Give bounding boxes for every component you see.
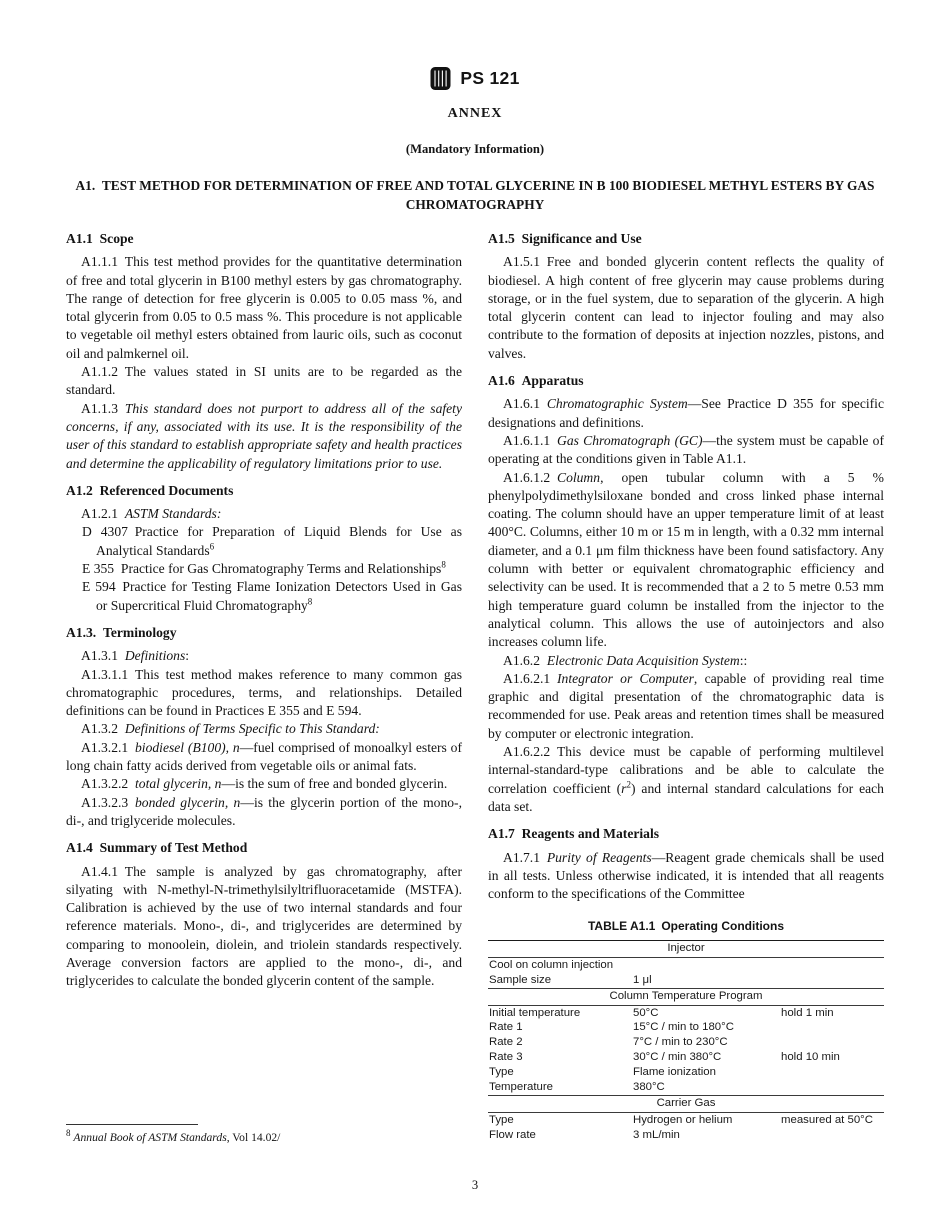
text-run: : xyxy=(185,648,190,664)
text-run: ) and internal standard calculations for each data set. xyxy=(488,780,884,814)
body-paragraph xyxy=(66,400,462,473)
section-heading xyxy=(66,482,462,500)
table-cell: Hydrogen or helium xyxy=(633,1113,733,1126)
table-cell: Flow rate xyxy=(489,1128,536,1141)
text-run: A1.3. Terminology xyxy=(66,624,177,640)
table-section-header: Carrier Gas xyxy=(488,1095,884,1113)
reference-entry xyxy=(66,578,462,615)
doc-code: PS 121 xyxy=(460,68,520,88)
body-paragraph xyxy=(66,720,462,738)
text-run: A1.7.1 xyxy=(503,849,547,865)
operating-conditions-table xyxy=(488,919,884,1143)
doc-header xyxy=(0,66,950,91)
body-paragraph xyxy=(488,395,884,432)
text-run: :: xyxy=(739,652,748,668)
table-cell xyxy=(781,1036,884,1049)
section-heading xyxy=(66,230,462,248)
table-cell: 380°C xyxy=(633,1081,665,1094)
body-paragraph xyxy=(66,505,462,523)
table-cell: Type xyxy=(489,1066,514,1079)
table-cell: hold 1 min xyxy=(781,1006,834,1019)
body-paragraph xyxy=(66,253,462,363)
text-run: A1.6.2.1 xyxy=(503,670,557,686)
mandatory-information-subheading: (Mandatory Information) xyxy=(405,142,545,156)
left-column xyxy=(66,228,462,1143)
text-run: A1.7 Reagents and Materials xyxy=(488,826,660,842)
table-section-header: Injector xyxy=(488,941,884,958)
footnote-text xyxy=(66,1130,462,1145)
text-run: A1.4.1 The sample is analyzed by gas chromatography, after silyating with N-methyl-N-trimethylsilyltrifluoracetamide (MSTFA). Calibration is achieved by the use of two internal standards and four reference materials. Mono-, di-, and triglycerides are determined by comparing to monoolein, diolein, and triolein standards respectively. Average conversion factors are applied to the mono-, di-, and triglycerides to calculate the bonded glycerin content of the sample. xyxy=(66,863,462,989)
body-paragraph xyxy=(488,743,884,816)
table-row xyxy=(488,1113,884,1128)
text-run: Gas Chromatograph (GC) xyxy=(557,432,703,448)
text-run: A1.1.3 xyxy=(81,400,125,416)
right-column xyxy=(488,228,884,1143)
text-run: Integrator or Computer xyxy=(557,670,694,686)
body-paragraph xyxy=(66,666,462,721)
body-paragraph xyxy=(488,469,884,652)
body-paragraph xyxy=(66,647,462,665)
text-run: Definitions of Terms Specific to This Standard: xyxy=(124,721,380,737)
text-run: 8 xyxy=(66,1128,71,1139)
table-cell xyxy=(781,1021,884,1034)
text-run: , open tubular column with a 5 % phenylpolydimethylsiloxane bonded and cross linked phase internal coating. The column should have an upper temperature limit of at least 400°C. Columns, either 10 m or 15 m in length, with a 0.32 mm internal diameter, and a 0.1 μm film thickness have been found satisfactory. Any column with better or equivalent chromatographic efficiency and selectivity can be used. It is recommended that a 2 to 5 metre 0.53 mm high temperature guard column be installed from the injector to the analytical column. This allows the use of autoinjectors and also increases column life. xyxy=(488,469,884,650)
table-cell: Temperature xyxy=(489,1081,553,1094)
annex-heading: ANNEX xyxy=(447,106,503,121)
annex-main-title: A1. TEST METHOD FOR DETERMINATION OF FREE AND TOTAL GLYCERINE IN B 100 BIODIESEL METHYL ESTERS BY GAS CHROMATOGRAPHY xyxy=(75,178,875,212)
text-run: 8 xyxy=(441,559,446,570)
text-run: Annual Book of ASTM Standards xyxy=(73,1131,227,1144)
body-paragraph xyxy=(66,794,462,831)
table-cell xyxy=(633,959,781,972)
text-run: 8 xyxy=(307,596,313,607)
text-run: A1.1.2 The values stated in SI units are to be regarded as the standard. xyxy=(66,364,462,398)
text-run: A1.1 Scope xyxy=(66,231,134,246)
text-run: biodiesel (B100), n xyxy=(135,739,240,755)
table-cell: 15°C / min to 180°C xyxy=(633,1021,734,1034)
table-row xyxy=(488,1006,884,1021)
table-cell: Flame ionization xyxy=(633,1066,716,1079)
text-run: A1.6.2 xyxy=(503,652,547,668)
text-run: ASTM Standards: xyxy=(124,506,222,522)
text-run: A1.3.2.3 xyxy=(81,794,135,810)
table-cell: 3 mL/min xyxy=(633,1128,680,1141)
text-run: , capable of providing real time graphic and digital presentation of the chromatographic data is recommended for use. Peak areas and retention times shall be measured by computer or electronic integration. xyxy=(488,670,884,741)
text-run: A1.6 Apparatus xyxy=(488,373,584,389)
text-run: 6 xyxy=(209,541,215,552)
reference-entry xyxy=(66,560,462,578)
table-section-header: Column Temperature Program xyxy=(488,988,884,1006)
table-cell: measured at 50°C xyxy=(781,1113,873,1126)
table-cell xyxy=(781,959,884,972)
table-row xyxy=(488,1066,884,1081)
text-run: This standard does not purport to address all of the safety concerns, if any, associated with its use. It is the responsibility of the user of this standard to establish appropriate safety and health practices and determine the applicability of regulatory limitations prior to use. xyxy=(66,400,462,471)
section-heading xyxy=(66,624,462,642)
table-cell: Type xyxy=(489,1113,514,1126)
section-heading xyxy=(66,839,462,857)
table-row xyxy=(488,1128,884,1143)
text-run: A1.6.1.1 xyxy=(503,432,557,448)
text-run: A1.4 Summary of Test Method xyxy=(66,840,248,856)
table-row xyxy=(488,958,884,973)
text-run: Column xyxy=(557,469,601,485)
text-run: A1.6.1.2 xyxy=(503,469,557,485)
astm-logo-icon xyxy=(430,66,451,91)
body-paragraph xyxy=(488,652,884,670)
text-run: total glycerin, n xyxy=(135,776,222,792)
table-cell: 50°C xyxy=(633,1006,659,1019)
text-run: —See Practice D 355 for specific designations and definitions. xyxy=(488,396,884,430)
text-run: —fuel comprised of monoalkyl esters of long chain fatty acids derived from vegetable oils or animal fats. xyxy=(66,739,462,774)
body-paragraph xyxy=(66,739,462,776)
text-run: A1.3.2 xyxy=(81,721,125,737)
table-cell: 1 μl xyxy=(633,973,652,986)
text-run: A1.5.1 Free and bonded glycerin content reflects the quality of biodiesel. A high content of free glycerin may cause problems during storage, or in the fuel system, due to separation of the glycerin. A high total glycerin content can lead to injector fouling and may also contribute to the formation of deposits at injection nozzles, pistons, and valves. xyxy=(488,254,884,361)
table-cell: Cool on column injection xyxy=(489,958,614,971)
text-run: —Reagent grade chemicals shall be used in all tests. Unless otherwise indicated, it is intended that all reagents conform to the specifications of the Committee xyxy=(488,849,884,902)
table-cell: Initial temperature xyxy=(489,1006,581,1019)
text-run: A1.2.1 xyxy=(81,506,125,522)
text-run: A1.3.1.1 This test method makes reference to many common gas chromatographic procedures, terms, and relationships. Detailed definitions can be found in Practices E 355 and E 594. xyxy=(66,666,462,719)
text-run: , Vol 14.02/ xyxy=(226,1131,281,1144)
footnote-divider xyxy=(66,1124,198,1125)
text-run: E 594 Practice for Testing Flame Ionization Detectors Used in Gas or Supercritical Fluid Chromatography xyxy=(82,579,462,613)
text-run: Purity of Reagents xyxy=(546,849,652,865)
text-run: bonded glycerin, n xyxy=(135,794,241,810)
text-run: —is the sum of free and bonded glycerin. xyxy=(221,776,448,792)
section-heading xyxy=(488,230,884,248)
table-cell: Rate 2 xyxy=(489,1036,523,1049)
table-cell xyxy=(781,1066,884,1079)
text-run: A1.6.2.2 This device must be capable of performing multilevel internal-standard-type calibrations and be able to calculate the correlation coefficient ( xyxy=(488,744,884,796)
text-run: A1.1.1 This test method provides for the quantitative determination of free and total glycerin in B100 methyl esters by gas chromatography. The range of detection for free glycerin is 0.005 to 0.05 mass %, and total glycerin from 0.05 to 0.5 mass %. This procedure is not applicable to vegetable oil methyl esters obtained from lauric oils, such as coconut oil and palmkernel oil. xyxy=(66,254,462,361)
footnote xyxy=(66,1124,462,1145)
two-column-body xyxy=(66,228,884,1143)
text-run: Electronic Data Acquisition System xyxy=(546,652,740,668)
body-paragraph xyxy=(488,253,884,363)
table-cell xyxy=(781,1081,884,1094)
table-row xyxy=(488,973,884,988)
text-run: A1.3.2.2 xyxy=(81,776,135,792)
text-run: A1.3.1 xyxy=(81,648,125,664)
text-run: A1.6.1 xyxy=(503,396,547,412)
text-run: D 4307 Practice for Preparation of Liquid Blends for Use as Analytical Standards xyxy=(82,524,462,558)
text-run: r xyxy=(621,780,627,796)
table-cell xyxy=(781,1129,884,1142)
table-row xyxy=(488,1081,884,1096)
table-cell: 7°C / min to 230°C xyxy=(633,1036,728,1049)
body-paragraph xyxy=(66,863,462,991)
body-paragraph xyxy=(66,775,462,793)
table-title: TABLE A1.1 Operating Conditions xyxy=(587,919,784,934)
text-run: A1.5 Significance and Use xyxy=(488,231,642,246)
table-cell: hold 10 min xyxy=(781,1051,840,1064)
text-run: Chromatographic System xyxy=(546,396,688,412)
table-cell: 30°C / min 380°C xyxy=(633,1051,722,1064)
section-heading xyxy=(488,372,884,390)
text-run: E 355 Practice for Gas Chromatography Terms and Relationships xyxy=(82,561,442,577)
text-run: Definitions xyxy=(124,648,186,664)
table-row xyxy=(488,1051,884,1066)
text-run: 2 xyxy=(626,779,631,790)
page-number: 3 xyxy=(471,1178,479,1192)
text-run: A1.3.2.1 xyxy=(81,739,135,755)
body-paragraph xyxy=(488,849,884,904)
operating-conditions-table-body xyxy=(488,940,884,1143)
table-row xyxy=(488,1036,884,1051)
table-cell xyxy=(781,974,884,987)
body-paragraph xyxy=(66,363,462,400)
table-row xyxy=(488,1021,884,1036)
text-run: —is the glycerin portion of the mono-, di-, and triglyceride molecules. xyxy=(66,794,462,828)
table-cell: Rate 3 xyxy=(489,1051,523,1064)
text-run: A1.2 Referenced Documents xyxy=(66,482,234,498)
body-paragraph xyxy=(488,670,884,743)
section-heading xyxy=(488,825,884,843)
text-run: —the system must be capable of operating at the conditions given in Table A1.1. xyxy=(488,432,885,467)
table-cell: Rate 1 xyxy=(489,1021,523,1034)
right-column-text xyxy=(488,230,884,903)
table-cell: Sample size xyxy=(489,973,552,986)
body-paragraph xyxy=(488,432,884,469)
reference-entry xyxy=(66,523,462,560)
